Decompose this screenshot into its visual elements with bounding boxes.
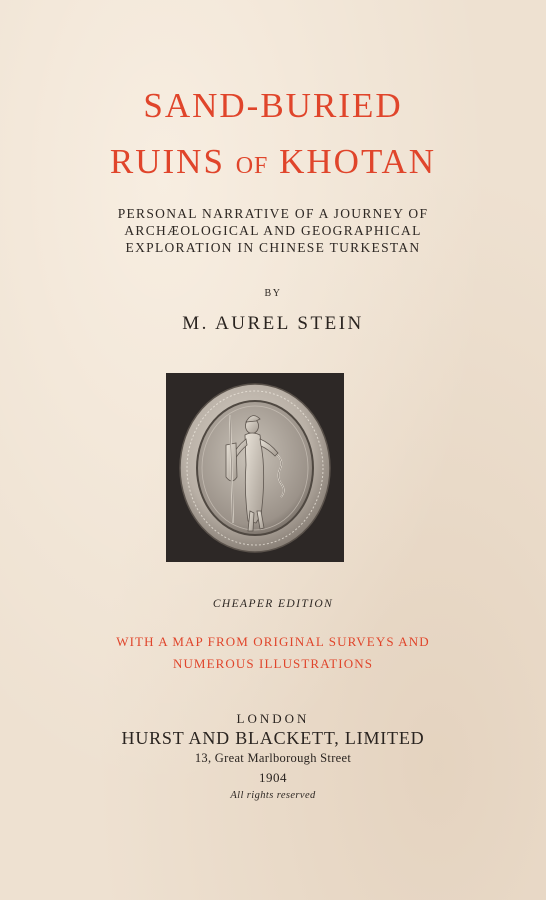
imprint-address: 13, Great Marlborough Street: [194, 751, 352, 765]
intaglio-gem-illustration: [166, 373, 344, 562]
book-title-ruins: RUINS: [109, 142, 225, 181]
book-title-text-1: SAND-BURIED: [143, 86, 403, 125]
subtitle-line-3: EXPLORATION IN CHINESE TURKESTAN: [125, 240, 421, 255]
subtitle-line-2: ARCHÆOLOGICAL AND GEOGRAPHICAL: [124, 223, 422, 238]
by-label: BY: [264, 288, 282, 299]
subtitle-line-1: PERSONAL NARRATIVE OF A JOURNEY OF: [117, 206, 429, 221]
author-name: M. AUREL STEIN: [182, 313, 364, 334]
imprint-rights: All rights reserved: [230, 790, 316, 801]
book-title-khotan: KHOTAN: [279, 142, 437, 181]
imprint-publisher: HURST AND BLACKETT, LIMITED: [121, 728, 425, 748]
frontispiece-gem-plate: [166, 373, 344, 562]
book-title-line-1: [0, 86, 546, 126]
book-title-line-2: [0, 142, 546, 182]
imprint-year: 1904: [259, 770, 287, 785]
imprint-city: LONDON: [236, 711, 310, 726]
illustrations-line-1: WITH A MAP FROM ORIGINAL SURVEYS AND: [116, 634, 430, 649]
book-title-of: OF: [235, 153, 269, 179]
illustrations-line-2: NUMEROUS ILLUSTRATIONS: [172, 656, 374, 671]
edition-label: CHEAPER EDITION: [212, 598, 334, 610]
